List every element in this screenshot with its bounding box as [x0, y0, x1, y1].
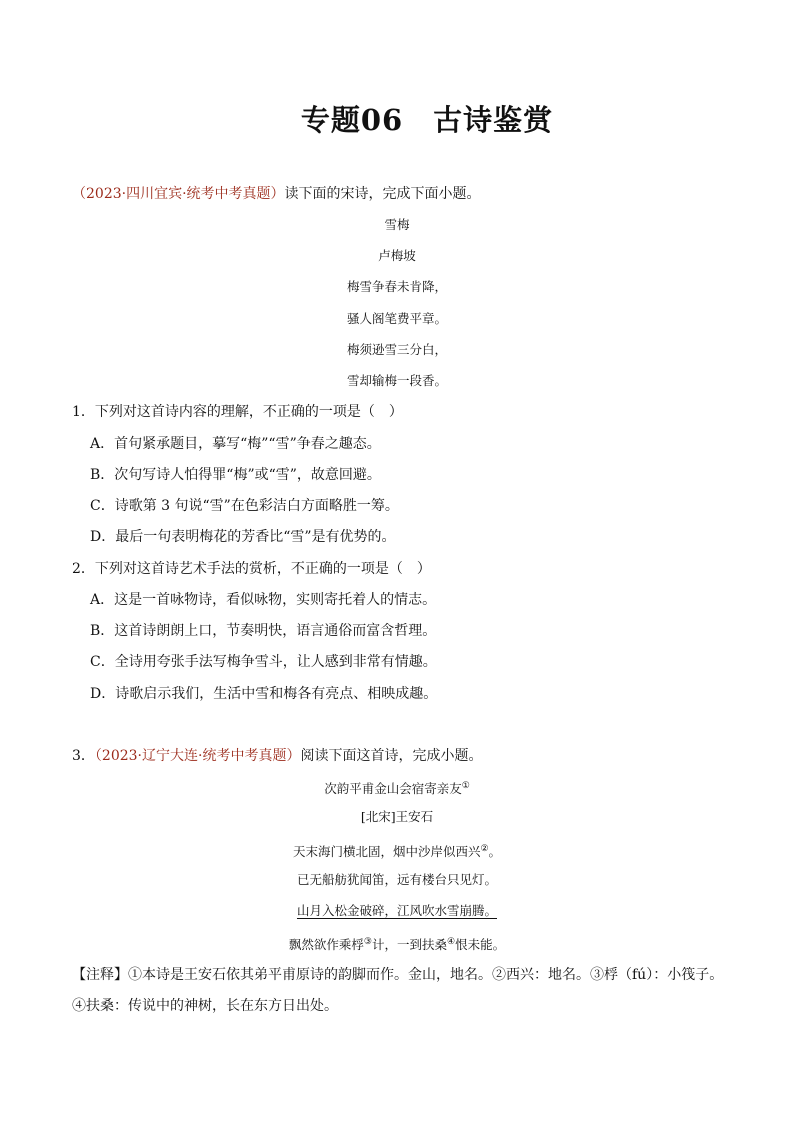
section1-header: [72, 184, 481, 204]
section2-source: （2023·辽宁大连·统考中考真题）: [94, 748, 301, 764]
poem2-line: 天末海门横北固，烟中沙岸似西兴②。: [292, 844, 502, 860]
poem1-line: 雪却输梅一段香。: [346, 373, 447, 388]
note-marker: ②: [480, 844, 489, 854]
question-2-stem: 2．下列对这首诗艺术手法的赏析，不正确的一项是（ ）: [72, 561, 431, 577]
note-marker: ④: [447, 937, 456, 947]
poem1-line: 梅须逊雪三分白，: [346, 342, 447, 357]
notes-line-2: ④扶桑：传说中的神树，长在东方日出处。: [72, 998, 338, 1014]
poem2-title: 次韵平甫金山会宿寄亲友①: [324, 781, 470, 797]
poem2-line: 已无船舫犹闻笛，远有楼台只见灯。: [296, 872, 497, 887]
poem2-author: [北宋]王安石: [360, 809, 434, 824]
note-marker: ③: [363, 937, 372, 947]
poem2-line: 飘然欲作乘桴③计，一到扶桑④恨未能。: [288, 937, 506, 953]
question-2-option-a: A．这是一首咏物诗，看似咏物，实则寄托着人的情志。: [90, 592, 437, 608]
question-1-option-a: A．首句紧承题目，摹写“梅”“雪”争春之趣态。: [90, 436, 381, 452]
page-title: 专题06 古诗鉴赏: [300, 103, 554, 137]
note-marker: ①: [461, 781, 470, 791]
question-3-header: [72, 746, 482, 766]
poem1-line: 骚人阁笔费平章。: [346, 311, 447, 326]
notes-line-1: 【注释】①本诗是王安石依其弟平甫原诗的韵脚而作。金山，地名。②西兴：地名。③桴（fú）：小筏子。: [72, 967, 724, 983]
poem1-line: 梅雪争春未肯降，: [346, 279, 447, 294]
question-2-option-b: B．这首诗朗朗上口，节奏明快，语言通俗而富含哲理。: [90, 623, 437, 639]
question-3-number: 3．: [72, 748, 95, 764]
section1-intro: 读下面的宋诗，完成下面小题。: [284, 186, 481, 202]
poem1-title: 雪梅: [384, 217, 410, 232]
question-2-option-d: D．诗歌启示我们，生活中雪和梅各有亮点、相映成趣。: [90, 686, 438, 702]
section1-source: （2023·四川宜宾·统考中考真题）: [72, 186, 285, 202]
question-2-option-c: C．全诗用夸张手法写梅争雪斗，让人感到非常有情趣。: [90, 654, 437, 670]
poem1-author: 卢梅坡: [378, 248, 416, 263]
section2-intro: 阅读下面这首诗，完成小题。: [300, 748, 483, 764]
poem2-line-underlined: 山月入松金破碎，江风吹水雪崩腾。: [296, 903, 497, 918]
question-1-stem: 1．下列对这首诗内容的理解，不正确的一项是（ ）: [72, 404, 403, 420]
question-1-option-c: C．诗歌第 3 句说“雪”在色彩洁白方面略胜一筹。: [90, 498, 399, 514]
question-1-option-b: B．次句写诗人怕得罪“梅”或“雪”，故意回避。: [90, 467, 381, 483]
question-1-option-d: D．最后一句表明梅花的芳香比“雪”是有优势的。: [90, 529, 396, 545]
